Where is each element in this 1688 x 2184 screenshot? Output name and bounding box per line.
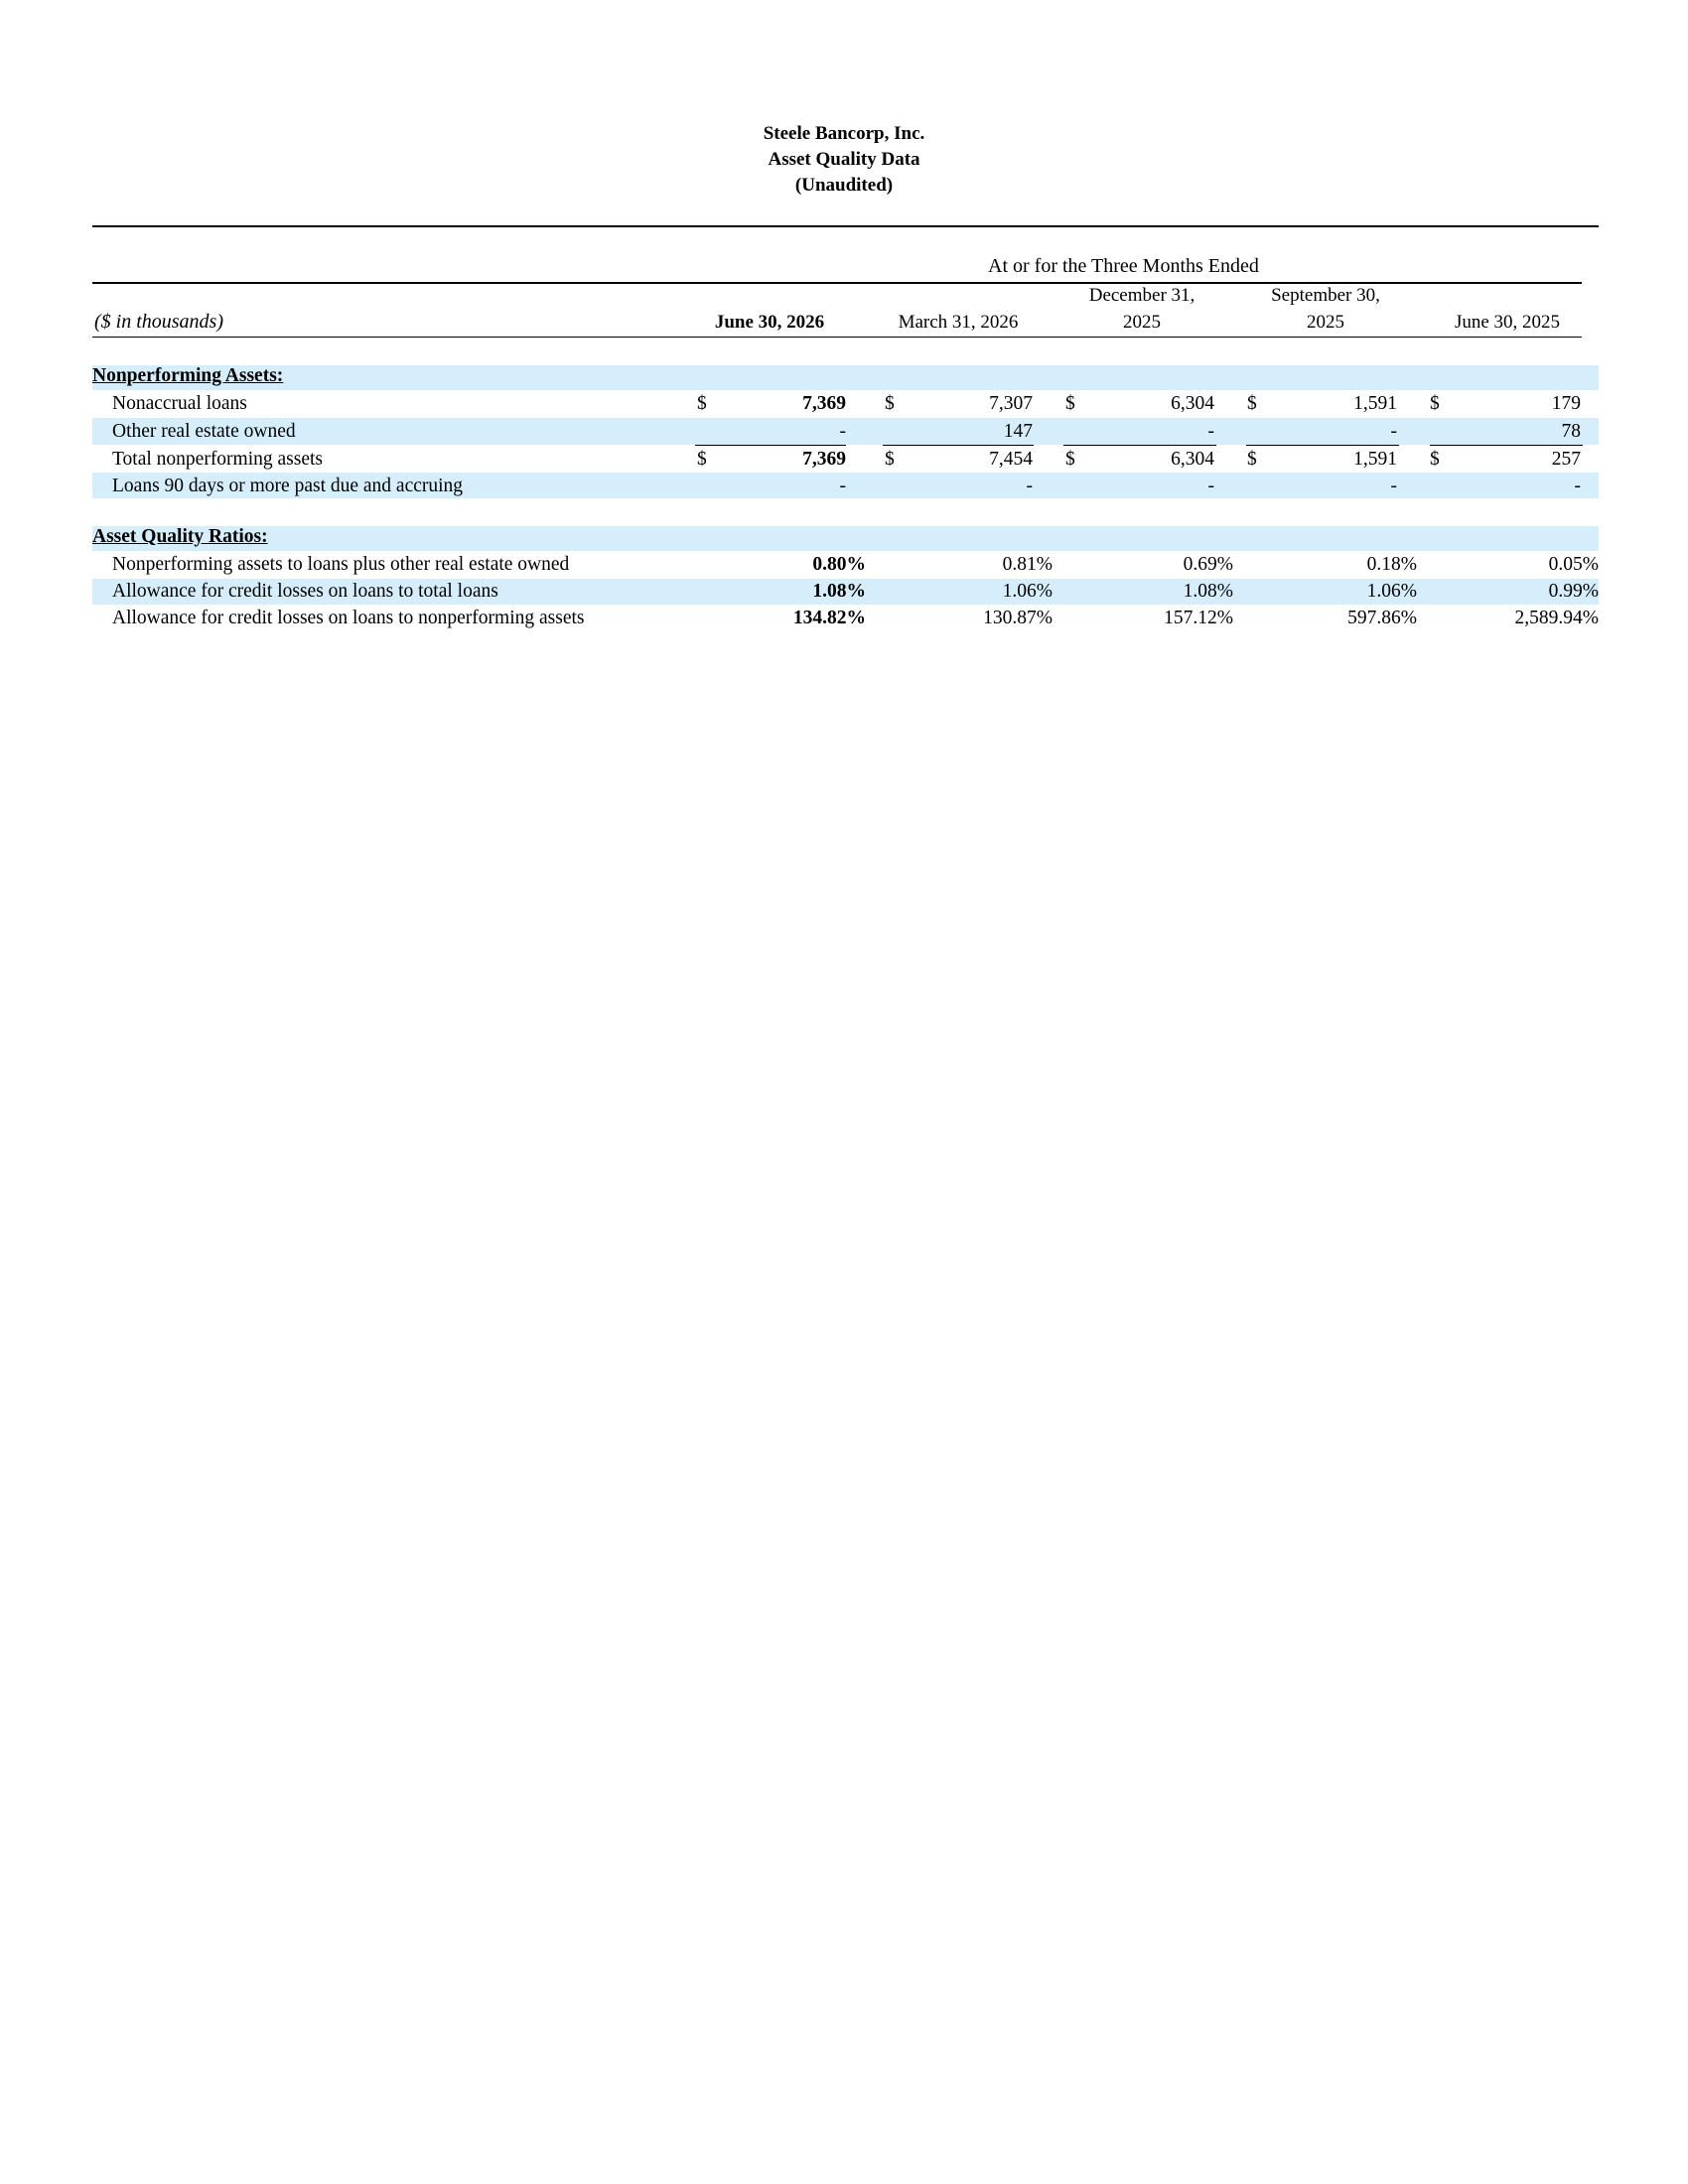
cell-value: - [839,421,846,442]
table-row [0,579,1688,606]
subtotal-rule [695,445,846,446]
dollar-sign: $ [1430,449,1440,470]
subtotal-rule [1063,445,1216,446]
cell-value: 597.86% [1347,608,1417,628]
cell-value: 257 [1551,449,1581,470]
dollar-sign: $ [885,449,895,470]
table-row [0,391,1688,418]
cell-value: 1.06% [1002,581,1053,602]
cell-value: 1.06% [1366,581,1417,602]
cell-value: - [839,476,846,496]
cell-value: 7,307 [989,393,1033,414]
row-label: Other real estate owned [112,421,296,442]
dollar-sign: $ [1065,449,1075,470]
section-row-ratios [0,524,1688,551]
col-header-dec-2025: December 31, 2025 [1088,285,1196,333]
cell-value: 179 [1551,393,1581,414]
table-row-total [0,447,1688,474]
row-label: Total nonperforming assets [112,449,324,470]
cell-value: 134.82% [792,608,866,628]
column-header-rule [92,337,1582,338]
report-title: Asset Quality Data [768,149,920,170]
col-header-jun-2026: June 30, 2026 [714,312,825,333]
units-label: ($ in thousands) [94,311,223,333]
subtotal-rule [883,445,1034,446]
cell-value: 6,304 [1171,449,1214,470]
dollar-sign: $ [1247,393,1257,414]
cell-value: 1.08% [812,581,866,602]
cell-value: - [1207,421,1214,442]
cell-value: 7,369 [802,393,846,414]
row-label: Nonaccrual loans [112,393,247,414]
subtotal-rule [1430,445,1583,446]
table-row [0,606,1688,632]
dollar-sign: $ [1065,393,1075,414]
dollar-sign: $ [1247,449,1257,470]
dollar-sign: $ [697,393,707,414]
dollar-sign: $ [697,449,707,470]
section-label-ratios: Asset Quality Ratios: [92,526,268,547]
cell-value: 0.81% [1002,554,1053,575]
cell-value: 7,454 [989,449,1033,470]
cell-value: - [1026,476,1033,496]
cell-value: 0.18% [1366,554,1417,575]
row-label: Allowance for credit losses on loans to nonperforming assets [112,608,585,628]
col-header-jun-2025: June 30, 2025 [1454,312,1561,333]
row-label: Allowance for credit losses on loans to total loans [112,581,498,602]
cell-value: 147 [1003,421,1033,442]
cell-value: 0.99% [1548,581,1599,602]
col-header-mar-2026: March 31, 2026 [898,312,1019,333]
subtotal-rule [1246,445,1399,446]
dollar-sign: $ [885,393,895,414]
table-row [0,474,1688,500]
cell-value: 2,589.94% [1514,608,1599,628]
cell-value: 0.80% [812,554,866,575]
row-label: Nonperforming assets to loans plus other real estate owned [112,554,570,575]
cell-value: 0.69% [1183,554,1233,575]
cell-value: 1,591 [1353,449,1397,470]
section-label-nonperforming: Nonperforming Assets: [92,365,284,386]
dollar-sign: $ [1430,393,1440,414]
cell-value: 157.12% [1164,608,1233,628]
col-header-sep-2025: September 30, 2025 [1271,285,1380,333]
period-group-header: At or for the Three Months Ended [988,255,1259,277]
cell-value: - [1574,476,1581,496]
table-row [0,419,1688,446]
cell-value: - [1207,476,1214,496]
section-row-nonperforming [0,363,1688,390]
report-subtitle: (Unaudited) [794,175,894,196]
cell-value: 7,369 [802,449,846,470]
cell-value: 0.05% [1548,554,1599,575]
cell-value: 130.87% [983,608,1053,628]
top-divider [92,225,1599,227]
table-row [0,552,1688,579]
cell-value: 1,591 [1353,393,1397,414]
row-label: Loans 90 days or more past due and accruing [112,476,464,496]
company-name: Steele Bancorp, Inc. [763,123,925,144]
cell-value: 78 [1561,421,1581,442]
cell-value: - [1390,476,1397,496]
cell-value: 1.08% [1183,581,1233,602]
cell-value: 6,304 [1171,393,1214,414]
cell-value: - [1390,421,1397,442]
report-header [0,121,1688,199]
